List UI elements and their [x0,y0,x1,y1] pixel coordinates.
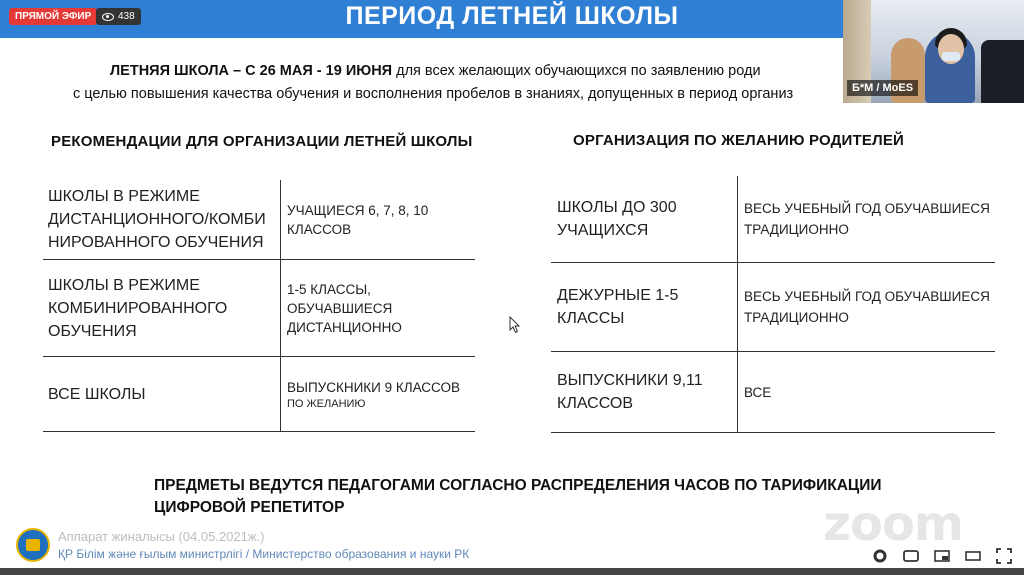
recommendations-table [43,180,475,432]
parents-table [551,176,995,433]
zoom-watermark: zoom [823,496,963,552]
table-cell [281,357,476,432]
table-row [43,180,475,260]
table-cell: ВЕСЬ УЧЕБНЫЙ ГОД ОБУЧАВШИЕСЯ ТРАДИЦИОННО [738,176,996,263]
viewer-count [96,8,141,25]
slide-title: ПЕРИОД ЛЕТНЕЙ ШКОЛЫ [345,2,679,30]
settings-icon[interactable] [872,548,888,564]
table-cell: ДЕЖУРНЫЕ 1-5 КЛАССЫ [551,263,738,352]
eye-icon [102,13,114,21]
mouse-cursor-icon [509,316,521,334]
table-row [43,260,475,357]
subtitles-icon[interactable] [903,548,919,564]
intro-line-1 [110,63,1024,79]
table-cell: ВЕСЬ УЧЕБНЫЙ ГОД ОБУЧАВШИЕСЯ ТРАДИЦИОННО [738,263,996,352]
viewer-count-value: 438 [118,11,135,22]
table-cell: ШКОЛЫ ДО 300 УЧАЩИХСЯ [551,176,738,263]
left-section-heading: РЕКОМЕНДАЦИИ ДЛЯ ОРГАНИЗАЦИИ ЛЕТНЕЙ ШКОЛЫ [51,133,473,150]
miniplayer-icon[interactable] [934,548,950,564]
intro-rest: для всех желающих обучающихся по заявлению роди [392,63,761,79]
intro-line-2: с целью повышения качества обучения и восполнения пробелов в знаниях, допущенных в период организ [73,86,794,102]
meeting-caption: Аппарат жиналысы (04.05.2021ж.) [58,529,265,544]
table-row [43,357,475,432]
table-cell: ВСЕ ШКОЛЫ [43,357,281,432]
ministry-logo [16,528,50,562]
intro-bold: ЛЕТНЯЯ ШКОЛА – С 26 МАЯ - 19 ИЮНЯ [110,63,393,79]
table-row [551,352,995,433]
subjects-line-2: ЦИФРОВОЙ РЕПЕТИТОР [154,499,345,516]
table-row [551,176,995,263]
live-badge: ПРЯМОЙ ЭФИР [9,8,97,25]
subjects-line-1: ПРЕДМЕТЫ ВЕДУТСЯ ПЕДАГОГАМИ СОГЛАСНО РАСПРЕДЕЛЕНИЯ ЧАСОВ ПО ТАРИФИКАЦИИ [154,477,882,494]
table-row [551,263,995,352]
table-cell: ШКОЛЫ В РЕЖИМЕ КОМБИНИРОВАННОГО ОБУЧЕНИЯ [43,260,281,357]
subjects-note [154,475,882,519]
fullscreen-icon[interactable] [996,548,1012,564]
right-section-heading: ОРГАНИЗАЦИЯ ПО ЖЕЛАНИЮ РОДИТЕЛЕЙ [573,132,905,149]
table-cell: УЧАЩИЕСЯ 6, 7, 8, 10 КЛАССОВ [281,180,476,260]
player-controls [872,548,1012,564]
theater-icon[interactable] [965,548,981,564]
progress-bar[interactable] [0,568,1024,575]
table-cell: 1-5 КЛАССЫ, ОБУЧАВШИЕСЯ ДИСТАНЦИОННО [281,260,476,357]
ministry-caption: ҚР Білім және ғылым министрлігі / Министерство образования и науки РК [58,547,470,561]
cell-note: ПО ЖЕЛАНИЮ [287,397,366,410]
webcam-label: Б*М / MoES [847,80,918,96]
cell-main-text: ВЫПУСКНИКИ 9 КЛАССОВ [287,379,461,395]
table-cell: ВСЕ [738,352,996,433]
table-cell: ШКОЛЫ В РЕЖИМЕ ДИСТАНЦИОННОГО/КОМБИ НИРОВАННОГО ОБУЧЕНИЯ [43,180,281,260]
table-cell: ВЫПУСКНИКИ 9,11 КЛАССОВ [551,352,738,433]
